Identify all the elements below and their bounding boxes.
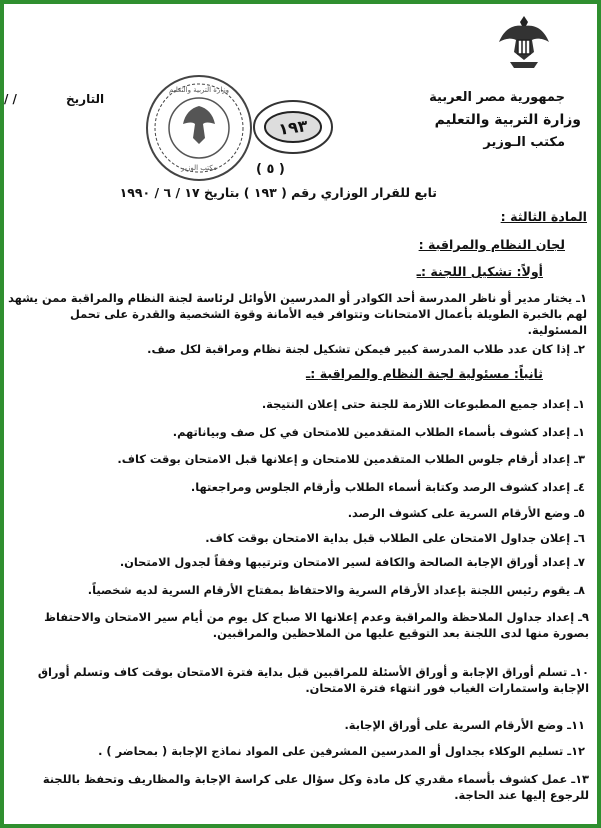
section-two-item: ٩ـ إعداد جداول الملاحظة والمراقبة وعدم إعلانها الا صباح كل يوم من أيام سير الامتحان والاحتفاظ بصورة منها لدى اللجنة بعد التوقيع عليها من الملاحظين والمراقبين. xyxy=(44,610,589,640)
section-two-item: ١ـ إعداد كشوف بأسماء الطلاب المتقدمين للامتحان في كل صف وبياناتهم. xyxy=(172,425,585,439)
section-two-item: ٦ـ إعلان جداول الامتحان على الطلاب قبل بداية الامتحان بوقت كاف. xyxy=(205,531,585,545)
svg-text:مكتب الوزير: مكتب الوزير xyxy=(181,164,217,172)
document-page xyxy=(4,4,597,824)
svg-text:١٩٣: ١٩٣ xyxy=(277,116,309,139)
section-one-heading: أولاً: تشكيل اللجنة :ـ xyxy=(416,264,543,279)
article-title: المادة الثالثة : xyxy=(500,209,587,224)
section-two-item: ١١ـ وضع الأرقام السرية على أوراق الإجابة. xyxy=(344,718,585,732)
svg-text:وزارة التربية والتعليم: وزارة التربية والتعليم xyxy=(168,86,230,94)
section-two-item: ١ـ إعداد جميع المطبوعات اللازمة للجنة حتى إعلان النتيجة. xyxy=(261,397,585,411)
section-two-item: ٣ـ إعداد أرقام جلوس الطلاب المتقدمين للامتحان و إعلانها قبل الامتحان بوقت كاف. xyxy=(117,452,585,466)
eagle-emblem-icon xyxy=(496,12,552,72)
header-country: جمهورية مصر العربية xyxy=(429,90,565,105)
page-number: ( ٥ ) xyxy=(256,162,285,177)
section-two-item: ٥ـ وضع الأرقام السرية على كشوف الرصد. xyxy=(347,506,585,520)
header-ministry: وزارة التربية والتعليم xyxy=(434,112,581,128)
section-two-item: ١٢ـ تسليم الوكلاء بجداول أو المدرسين المشرفين على المواد نماذج الإجابة ( بمحاضر ) . xyxy=(98,744,585,758)
section-one-item: ١ـ يختار مدير أو ناظر المدرسة أحد الكوادر أو المدرسين الأوائل لرئاسة لجنة النظام والمراقبة ممن يشهد لهم بالخبرة الطويلة بأعمال الامتحانات وتتوافر فيه الأمانة وقوة الشخصية والقدرة على تحمل المسئولية. xyxy=(8,291,587,337)
date-label: التاريخ xyxy=(66,92,105,106)
section-two-item: ١٣ـ عمل كشوف بأسماء مقدري كل مادة وكل سؤال على كراسة الإجابة والمظاريف وتحفظ باللجنة للرجوع إليها عند الحاجة. xyxy=(42,772,589,802)
section-two-item: ٤ـ إعداد كشوف الرصد وكتابة أسماء الطلاب وأرقام الجلوس ومراجعتها. xyxy=(190,480,585,494)
section-one-item: ٢ـ إذا كان عدد طلاب المدرسة كبير فيمكن تشكيل لجنة نظام ومراقبة لكل صف. xyxy=(147,342,585,356)
round-seal-stamp xyxy=(143,72,255,184)
header-office: مكتب الـوزير xyxy=(483,135,565,150)
section-two-item: ٨ـ يقوم رئيس اللجنة بإعداد الأرقام السرية والاحتفاظ بمفتاح الأرقام السرية لديه شخصياً. xyxy=(87,583,585,597)
oval-stamp xyxy=(252,98,334,156)
section-two-item: ٧ـ إعداد أوراق الإجابة الصالحة والكافة لسير الامتحان وترتيبها وفقاً لجدول الامتحان. xyxy=(119,555,585,569)
decree-reference: تابع للقرار الوزاري رقم ( ١٩٣ ) بتاريخ ١٧ / ٦ / ١٩٩٠ xyxy=(119,185,437,200)
section-two-heading: ثانياً: مسئولية لجنة النظام والمراقبة :ـ xyxy=(306,366,543,381)
section-two-item: ١٠ـ تسلم أوراق الإجابة و أوراق الأسئلة للمراقبين قبل بداية فترة الامتحان بوقت كاف وتسلم أوراق الإجابة واستمارات الغياب فور انتهاء فترة الامتحان. xyxy=(37,665,589,695)
committee-heading: لجان النظام والمراقبة : xyxy=(418,237,565,252)
date-slashes: / / xyxy=(4,92,17,106)
